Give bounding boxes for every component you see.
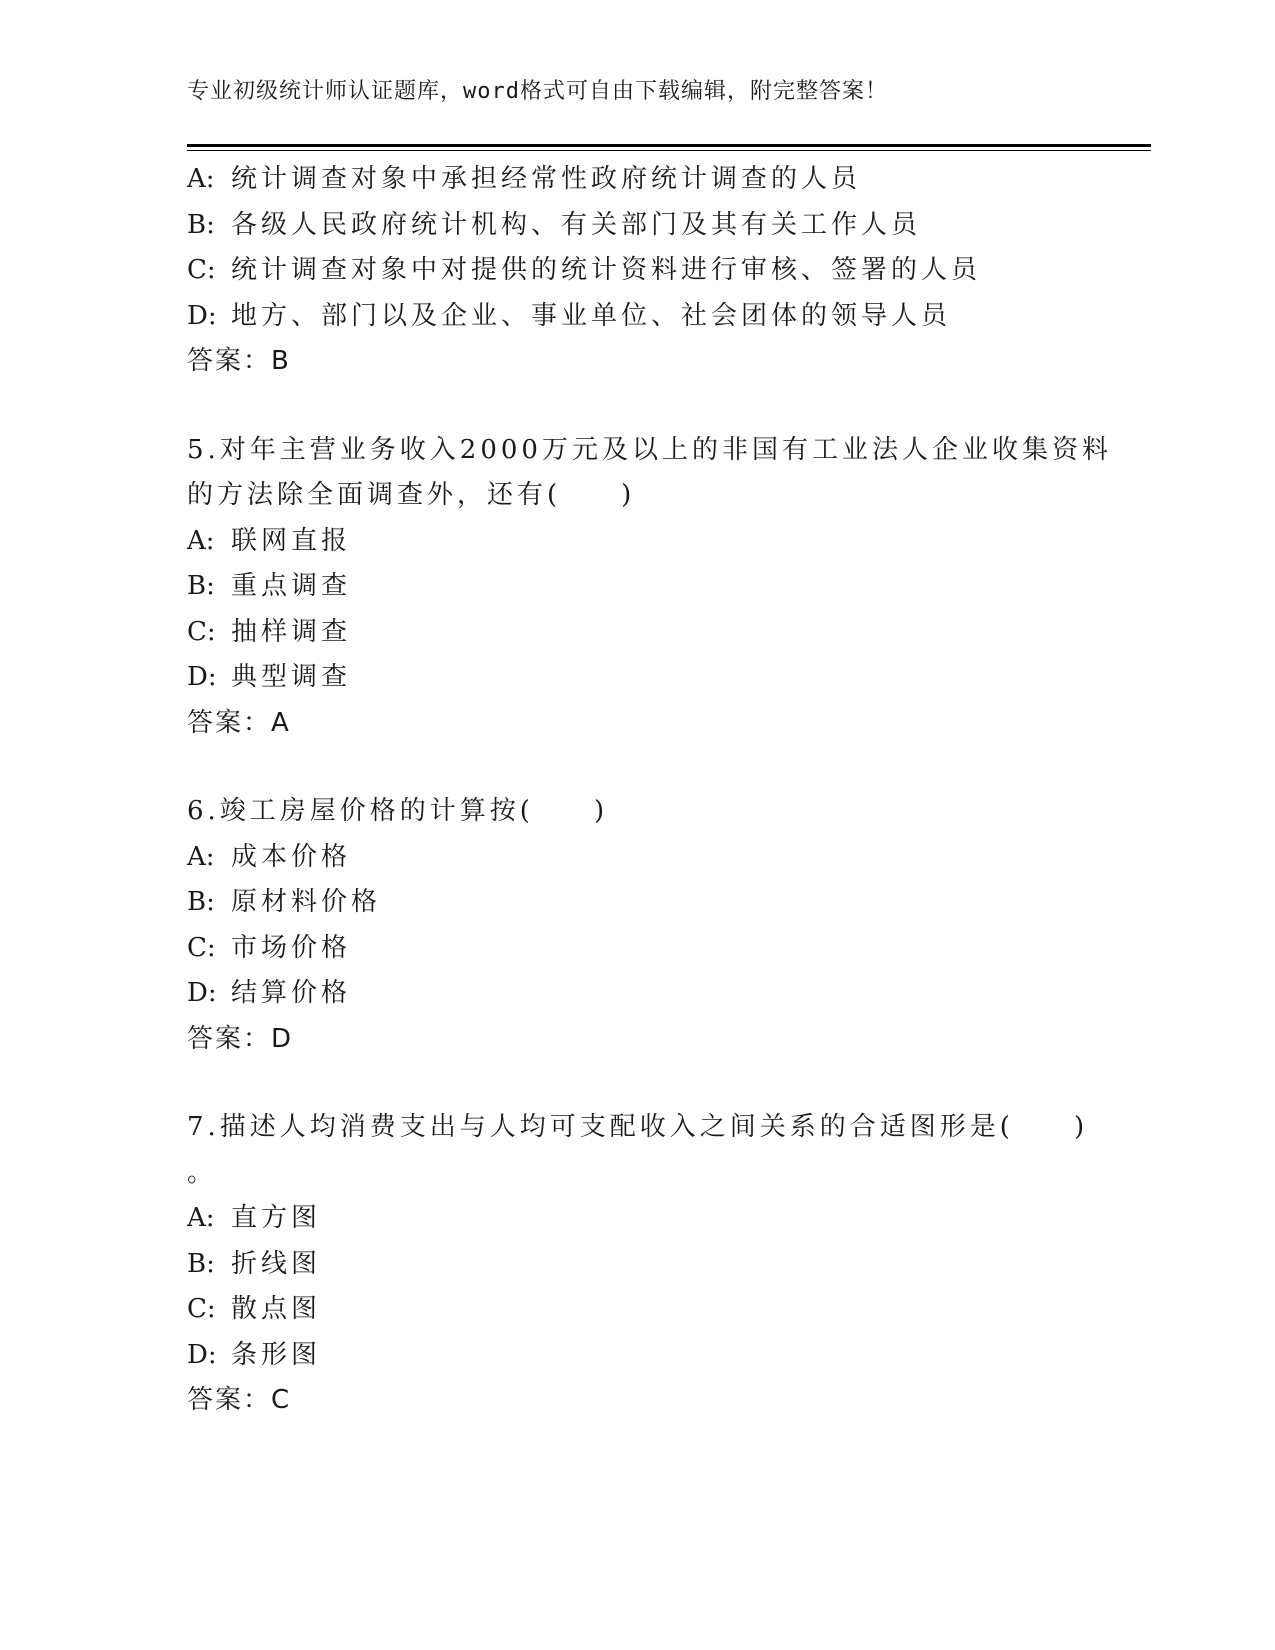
option-a (187, 1196, 1087, 1242)
option-d (187, 294, 1087, 340)
option-b (187, 203, 1087, 249)
option-label: D: (187, 662, 217, 692)
answer-line: 答案：A (187, 707, 291, 738)
option-b (187, 1242, 1087, 1288)
option-b (187, 564, 1087, 610)
option-c (187, 610, 1087, 656)
option-c (187, 1287, 1087, 1333)
option-text: 结算价格 (231, 978, 352, 1008)
option-text: 市场价格 (231, 932, 352, 963)
option-label: D: (187, 300, 217, 331)
page-header: 专业初级统计师认证题库，word格式可自由下载编辑，附完整答案！ (187, 79, 888, 104)
option-a (187, 835, 1087, 881)
question-content (187, 157, 1112, 1424)
question-5 (187, 428, 1112, 747)
option-label: B: (187, 571, 215, 601)
question-stem: 5.对年主营业务收入2000万元及以上的非国有工业法人企业收集资料 (187, 434, 1112, 465)
option-d (187, 655, 1087, 701)
option-text: 地方、部门以及企业、事业单位、社会团体的领导人员 (231, 300, 952, 331)
option-label: A: (187, 164, 215, 194)
option-text: 条形图 (231, 1339, 322, 1370)
option-label: C: (187, 616, 216, 647)
option-label: D: (187, 978, 217, 1008)
option-text: 统计调查对象中对提供的统计资料进行审核、签署的人员 (231, 255, 982, 285)
option-label: B: (187, 1248, 215, 1279)
answer-line: 答案：B (187, 346, 291, 376)
answer-line: 答案：D (187, 1023, 294, 1054)
option-label: B: (187, 209, 215, 240)
question-4-options (187, 157, 1087, 385)
spacer (187, 1062, 1087, 1105)
option-text: 原材料价格 (231, 887, 382, 917)
question-7 (187, 1105, 1087, 1424)
option-label: D: (187, 1339, 217, 1370)
option-text: 典型调查 (231, 662, 352, 692)
option-text: 散点图 (231, 1294, 322, 1324)
option-label: A: (187, 1203, 215, 1233)
option-text: 统计调查对象中承担经常性政府统计调查的人员 (231, 164, 862, 194)
option-text: 抽样调查 (231, 616, 352, 647)
question-stem-continued: 。 (187, 1157, 218, 1188)
option-a (187, 519, 1087, 565)
option-c (187, 926, 1087, 972)
option-label: A: (187, 525, 215, 556)
option-label: C: (187, 932, 216, 963)
option-label: C: (187, 255, 216, 285)
option-label: C: (187, 1294, 216, 1324)
question-stem: 6.竣工房屋价格的计算按( ) (187, 796, 609, 826)
option-b (187, 880, 1087, 926)
answer-line: 答案：C (187, 1385, 292, 1415)
question-6 (187, 789, 1087, 1062)
option-text: 联网直报 (231, 525, 352, 556)
option-text: 重点调查 (231, 571, 352, 601)
option-c (187, 248, 1087, 294)
spacer (187, 385, 1087, 428)
question-stem: 7.描述人均消费支出与人均可支配收入之间关系的合适图形是( ) (187, 1112, 1089, 1142)
option-label: B: (187, 887, 215, 917)
spacer (187, 746, 1087, 789)
option-d (187, 1333, 1087, 1379)
option-text: 直方图 (231, 1203, 322, 1233)
question-stem-continued: 的方法除全面调查外，还有( ) (187, 480, 636, 510)
option-d (187, 971, 1087, 1017)
option-text: 各级人民政府统计机构、有关部门及其有关工作人员 (231, 209, 922, 240)
header-divider-thin (187, 150, 1151, 151)
option-label: A: (187, 841, 215, 872)
option-a (187, 157, 1087, 203)
option-text: 成本价格 (231, 841, 352, 872)
option-text: 折线图 (231, 1248, 322, 1279)
header-divider (187, 144, 1151, 147)
